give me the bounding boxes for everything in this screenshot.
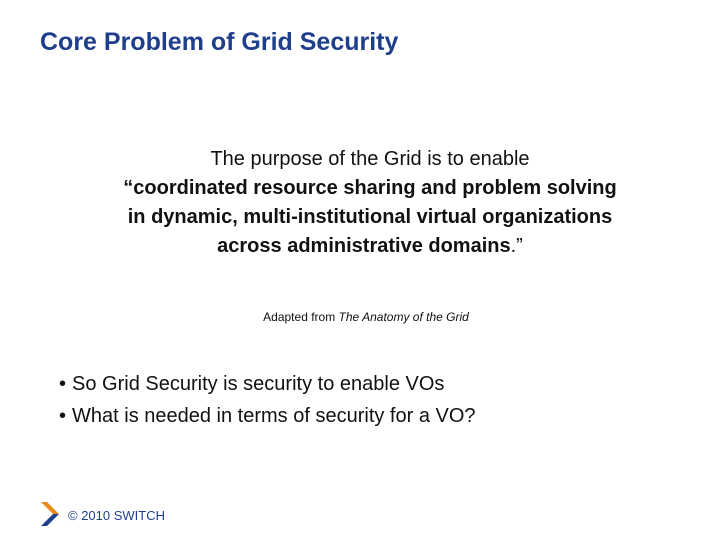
logo-blue-stroke-icon	[41, 514, 59, 526]
bullet-list	[59, 368, 476, 432]
switch-chevron-logo-icon	[40, 500, 62, 528]
attribution-prefix: Adapted from	[263, 310, 339, 324]
slide-title: Core Problem of Grid Security	[40, 28, 399, 56]
quote-line-4-tail: .”	[510, 235, 523, 257]
quote-line-1: The purpose of the Grid is to enable	[210, 148, 530, 170]
bullet-marker: •	[59, 405, 67, 427]
footer-copyright: © 2010 SWITCH	[68, 508, 165, 523]
list-item	[59, 400, 476, 432]
logo-orange-stroke-icon	[41, 502, 59, 514]
quote-line-4	[0, 232, 720, 261]
bullet-marker: •	[59, 373, 67, 395]
quote-line-4-bold: across administrative domains	[217, 235, 511, 257]
bullet-text: What is needed in terms of security for a VO?	[72, 405, 476, 427]
quote-attribution	[0, 310, 720, 324]
quote-line-2: “coordinated resource sharing and problem solving	[123, 177, 617, 199]
grid-definition-quote	[0, 145, 720, 261]
quote-line-3: in dynamic, multi-institutional virtual organizations	[127, 206, 613, 228]
attribution-work-title: The Anatomy of the Grid	[338, 310, 469, 324]
bullet-text: So Grid Security is security to enable VOs	[72, 373, 445, 395]
list-item	[59, 368, 476, 400]
